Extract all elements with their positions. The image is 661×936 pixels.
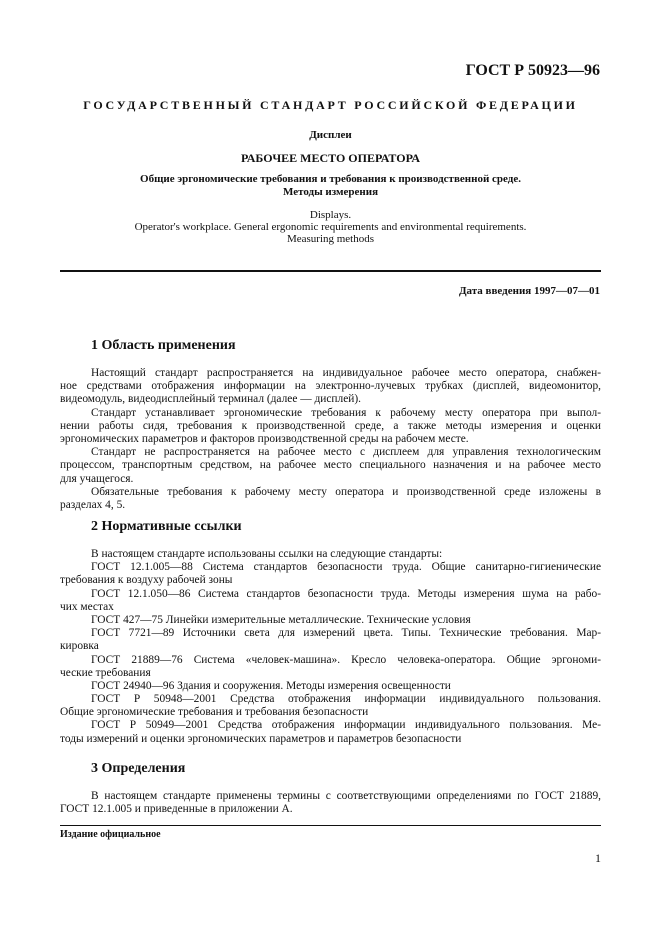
document-subject: Дисплеи [309, 129, 352, 141]
section-heading-scope: 1 Область применения [91, 338, 236, 353]
text-line: ГОСТ 427—75 Линейки измерительные металлические. Технические условия [91, 613, 471, 626]
section-body-references [60, 548, 601, 746]
section-heading-references: 2 Нормативные ссылки [91, 519, 242, 534]
text-line: Общие эргономические требования и требования безопасности [60, 706, 369, 719]
divider [60, 825, 601, 826]
text-line: ГОСТ 24940—96 Здания и сооружения. Методы измерения освещенности [91, 679, 451, 692]
text-line: видеомодуль, видеодисплейный терминал (далее — дисплей). [60, 393, 361, 406]
text-line: ГОСТ 12.1.005—88 Система стандартов безопасности труда. Общие санитарно-гигиенические [91, 561, 601, 574]
english-title-line: Measuring methods [286, 233, 375, 245]
text-line: требования к воздуху рабочей зоны [60, 574, 233, 587]
document-title: РАБОЧЕЕ МЕСТО ОПЕРАТОРА [240, 151, 421, 165]
document-subtitle-line: Методы измерения [282, 186, 379, 198]
text-line: Стандарт устанавливает эргономические требования к рабочему месту оператора при выпол- [91, 406, 601, 419]
state-standard-heading: ГОСУДАРСТВЕННЫЙ СТАНДАРТ РОССИЙСКОЙ ФЕДЕРАЦИИ [83, 98, 578, 112]
gost-number: ГОСТ Р 50923—96 [465, 62, 600, 79]
text-line: чих местах [60, 600, 114, 613]
text-line: Обязательные требования к рабочему месту оператора и производственной среде изложены в [91, 485, 601, 498]
text-line: тоды измерений и оценки эргономических параметров и параметров безопасности [60, 732, 462, 745]
text-line: ГОСТ Р 50949—2001 Средства отображения информации индивидуального пользования. Ме- [91, 719, 601, 732]
english-title-line: Operator's workplace. General ergonomic requirements and environmental requirements. [134, 221, 527, 233]
text-line: нении работы сидя, требования к производственной среде, а также методы измерения и оценки [60, 419, 601, 432]
section-body-scope [60, 367, 601, 512]
text-line: ное средствами отображения информации на электронно-лучевых трубках (дисплей, видеомонитор, [60, 380, 601, 393]
text-line: ГОСТ Р 50948—2001 Средства отображения информации индивидуального пользования. [91, 693, 601, 706]
text-line: В настоящем стандарте применены термины с соответствующими определениями по ГОСТ 21889, [91, 790, 601, 802]
text-line: ГОСТ 12.1.005 и приведенные в приложении А. [60, 803, 293, 816]
english-title-line: Displays. [309, 209, 352, 221]
text-line: ческие требования [60, 666, 151, 679]
text-line: В настоящем стандарте использованы ссылки на следующие стандарты: [91, 548, 443, 560]
text-line: Стандарт не распространяется на рабочее место с дисплеем для управления технологическим [91, 446, 601, 459]
text-line: Настоящий стандарт распространяется на индивидуальное рабочее место оператора, снабжен- [91, 367, 601, 379]
edition-note: Издание официальное [60, 829, 161, 840]
page-number: 1 [595, 851, 601, 865]
text-line: процессом, транспортным средством, на рабочее место специального назначения и на рабочее место [60, 459, 601, 472]
text-line: эргономических параметров и факторов производственной среды на рабочем месте. [60, 432, 469, 445]
section-body-definitions [60, 790, 601, 816]
text-line: для учащегося. [60, 472, 134, 485]
text-line: ГОСТ 21889—76 Система «человек-машина». Кресло человека-оператора. Общие эргономи- [91, 653, 601, 666]
text-line: кировка [60, 640, 99, 653]
divider [60, 270, 601, 272]
text-line: ГОСТ 7721—89 Источники света для измерений цвета. Типы. Технические требования. Мар- [91, 627, 601, 640]
text-line: разделах 4, 5. [60, 498, 126, 511]
introduction-date: Дата введения 1997—07—01 [458, 285, 600, 297]
document-subtitle-line: Общие эргономические требования и требования к производственной среде. [140, 173, 521, 185]
section-heading-definitions: 3 Определения [91, 761, 186, 776]
text-line: ГОСТ 12.1.050—86 Система стандартов безопасности труда. Методы измерения шума на рабо- [91, 587, 601, 600]
